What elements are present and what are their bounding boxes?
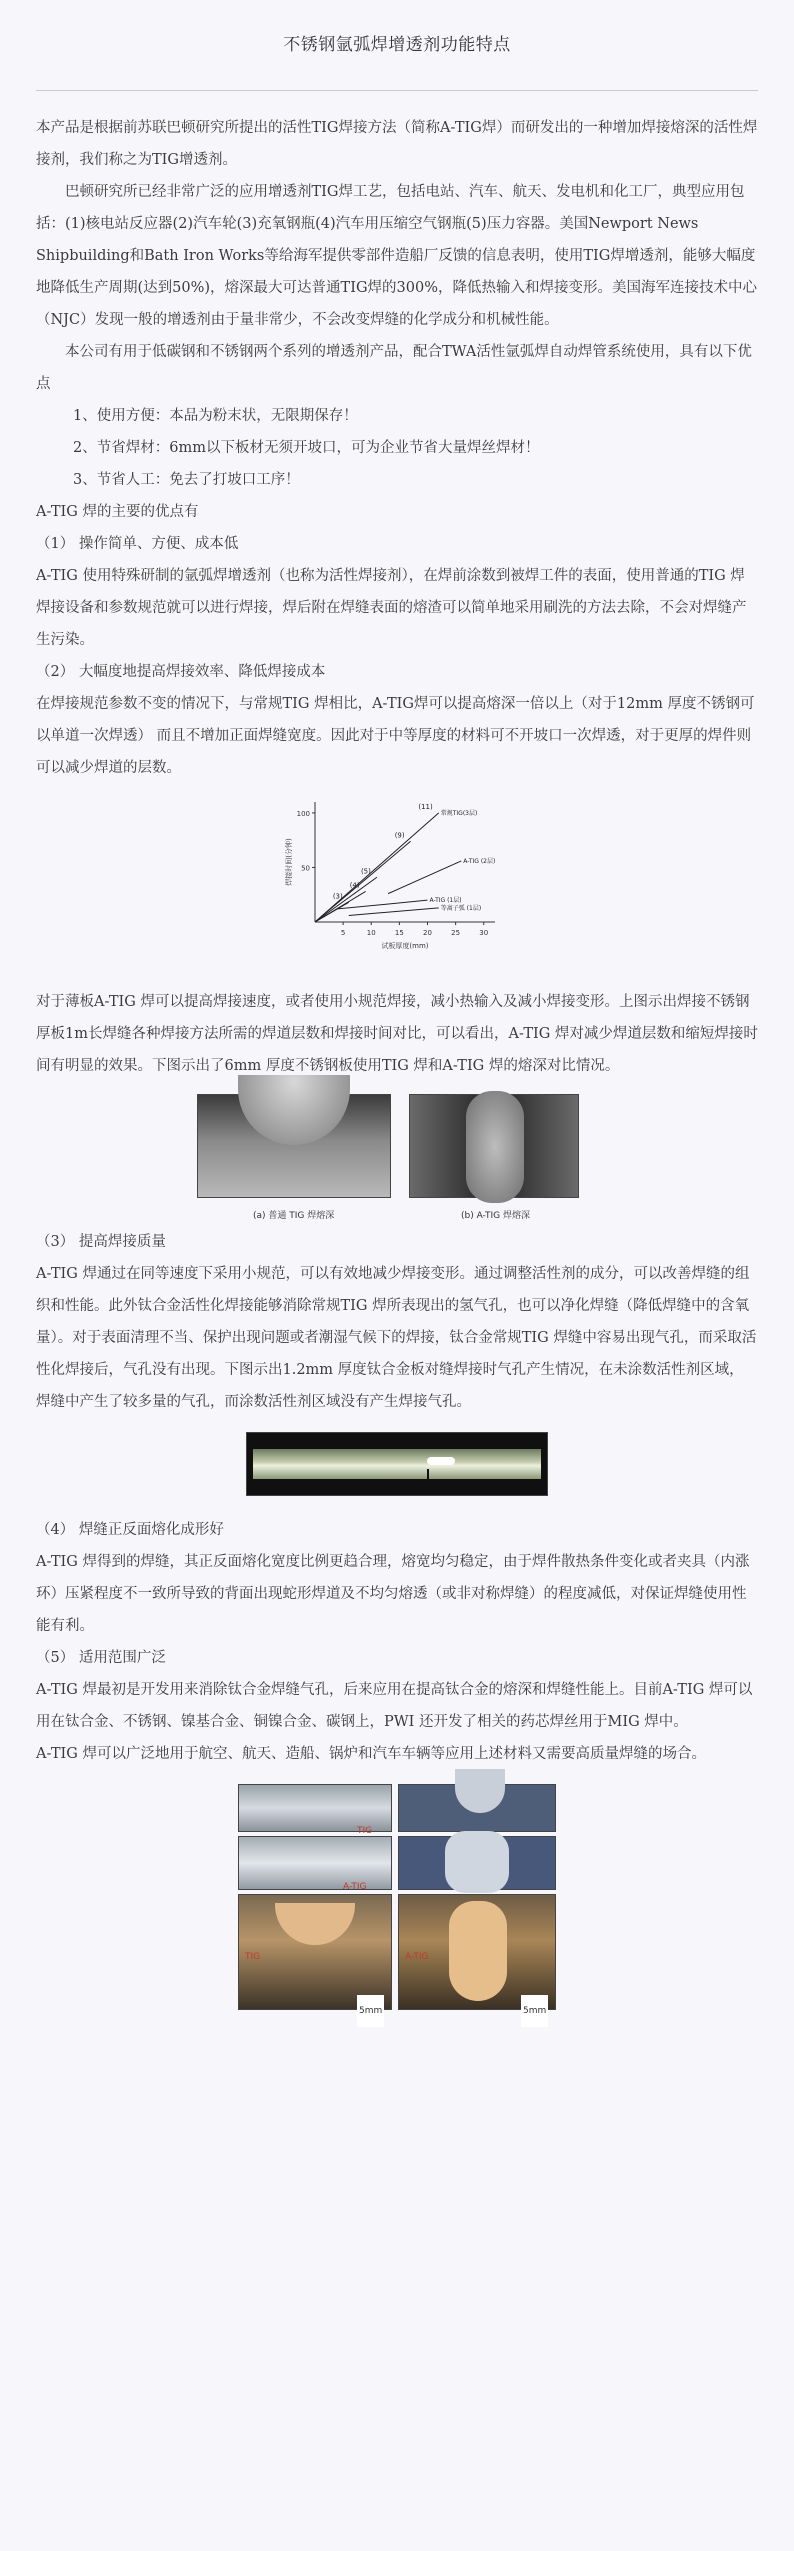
section-heading: （4） 焊缝正反面熔化成形好 — [36, 1522, 224, 1538]
x-axis-label: 试板厚度(mm) — [381, 942, 429, 950]
x-tick-label: 30 — [479, 929, 489, 937]
series-line — [315, 877, 377, 922]
section-text: 在焊接规范参数不变的情况下，与常规TIG 焊相比，A-TIG焊可以提高熔深一倍以上（对于12mm 厚度不锈钢可以单道一次焊透） 而且不增加正面焊缝宽度。因此对于中等厚度的材料可不开坡口一次焊透，对于更厚的焊件则可以减少焊道的层数。 — [36, 696, 755, 776]
intro-paragraph: 巴顿研究所已经非常广泛的应用增透剂TIG焊工艺，包括电站、汽车、航天、发电机和化工厂，典型应用包括：(1)核电站反应器(2)汽车轮(3)充氧钢瓶(4)汽车用压缩空气钢瓶(5)压力容器。美国Newport News Shipbuilding和Bath Iron Works等给海军提供零部件造船厂反馈的信息表明，使用TIG焊增透剂，能够大幅度地降低生产周期(达到50%)，熔深最大可达普通TIG焊的300%，降低热输入和焊接变形。美国海军连接技术中心（NJC）发现一般的增透剂由于量非常少，不会改变焊缝的化学成分和机械性能。 — [36, 184, 757, 328]
atig-macro-section: A-TIG 5mm — [398, 1894, 556, 2010]
series-line — [338, 900, 428, 909]
series-line — [315, 841, 411, 922]
section-heading: （3） 提高焊接质量 — [36, 1234, 166, 1250]
series-line — [315, 902, 349, 922]
series-tag: (3) — [332, 892, 343, 901]
advantage-item: 1、使用方便：本品为粉末状，无限期保存！ — [73, 408, 358, 424]
x-tick-label: 5 — [340, 929, 346, 937]
title-divider — [36, 90, 758, 91]
section-text: A-TIG 焊可以广泛地用于航空、航天、造船、锅炉和汽车车辆等应用上述材料又需要高质量焊缝的场合。 — [36, 1746, 706, 1762]
tig-macro-section: TIG 5mm — [238, 1894, 392, 2010]
series-label: 常规TIG(3层) — [440, 809, 478, 817]
advantage-item: 3、节省人工：免去了打坡口工序！ — [73, 472, 300, 488]
section-text: 对于薄板A-TIG 焊可以提高焊接速度，或者使用小规范焊接，减小热输入及减小焊接变形。上图示出焊接不锈钢厚板1m长焊缝各种焊接方法所需的焊道层数和焊接时间对比，可以看出，A-TIG 焊对减少焊道层数和缩短焊接时间有明显的效果。下图示出了6mm 厚度不锈钢板使用TIG 焊和A-TIG 焊的熔深对比情况。 — [36, 994, 758, 1074]
main-heading: A-TIG 焊的主要的优点有 — [36, 504, 199, 520]
y-tick-label: 50 — [301, 864, 310, 873]
x-tick-label: 10 — [366, 929, 376, 937]
y-axis-label: 焊接时间(分钟) — [285, 838, 293, 886]
tig-surface-photo: TIG — [238, 1784, 392, 1832]
y-tick-label: 100 — [296, 809, 310, 818]
chart-svg — [277, 792, 517, 972]
series-tag: (11) — [418, 802, 433, 811]
tig-macro-image — [197, 1094, 391, 1198]
section-text: A-TIG 焊最初是开发用来消除钛合金焊缝气孔，后来应用在提高钛合金的熔深和焊缝性能上。目前A-TIG 焊可以用在钛合金、不锈钢、镍基合金、铜镍合金、碳钢上，PWI 还开发了相关的药芯焊丝用于MIG 焊中。 — [36, 1682, 753, 1730]
welding-time-chart — [277, 792, 517, 972]
section-text: A-TIG 焊通过在同等速度下采用小规范，可以有效地减少焊接变形。通过调整活性剂的成分，可以改善焊缝的组织和性能。此外钛合金活性化焊接能够消除常规TIG 焊所表现出的氢气孔，也可以净化焊缝（降低焊缝中的含氧量）。对于表面清理不当、保护出现问题或者潮湿气候下的焊接，钛合金常规TIG 焊缝中容易出现气孔，而采取活性化焊接后，气孔没有出现。下图示出1.2mm 厚度钛合金板对缝焊接时气孔产生情况，在未涂数活性剂区域，焊缝中产生了较多量的气孔，而涂数活性剂区域没有产生焊接气孔。 — [36, 1266, 757, 1410]
section-heading: （5） 适用范围广泛 — [36, 1650, 166, 1666]
atig-macro-image — [409, 1094, 579, 1198]
article-body — [36, 112, 758, 2024]
x-tick-label: 20 — [423, 929, 432, 937]
series-label: A-TIG (1层) — [429, 897, 462, 905]
advantage-item: 2、节省焊材：6mm以下板材无须开坡口，可为企业节省大量焊丝焊材！ — [73, 440, 540, 456]
tig-section-photo — [398, 1784, 556, 1832]
series-line — [315, 813, 439, 922]
weld-sample-photo-grid — [238, 1784, 556, 2016]
page-title: 不锈钢氩弧焊增透剂功能特点 — [283, 35, 511, 55]
atig-section-photo — [398, 1836, 556, 1890]
intro-paragraph: 本公司有用于低碳钢和不锈钢两个系列的增透剂产品，配合TWA活性氩弧焊自动焊管系统使用，具有以下优点 — [36, 344, 752, 392]
series-line — [388, 861, 461, 894]
series-label: 等离子弧 (1层) — [440, 904, 482, 912]
x-tick-label: 25 — [451, 929, 461, 937]
section-text: A-TIG 使用特殊研制的氩弧焊增透剂（也称为活性焊接剂），在焊前涂数到被焊工件的表面，使用普通的TIG 焊焊接设备和参数规范就可以进行焊接，焊后附在焊缝表面的熔渣可以简单地采用刷洗的方法去除，不会对焊缝产生污染。 — [36, 568, 747, 648]
section-heading: （1） 操作简单、方便、成本低 — [36, 536, 239, 552]
series-tag: (5) — [360, 867, 371, 876]
figure-caption: (b) A-TIG 焊熔深 — [461, 1211, 530, 1221]
penetration-comparison-figure — [197, 1094, 597, 1221]
series-tag: (4) — [349, 881, 360, 890]
atig-surface-photo: A-TIG — [238, 1836, 392, 1890]
figure-caption: (a) 普通 TIG 焊熔深 — [253, 1211, 335, 1221]
x-tick-label: 15 — [394, 929, 404, 937]
series-tag: (9) — [394, 831, 405, 840]
series-line — [349, 908, 439, 916]
titanium-seam-image — [246, 1432, 548, 1496]
section-heading: （2） 大幅度地提高焊接效率、降低焊接成本 — [36, 664, 326, 680]
intro-paragraph: 本产品是根据前苏联巴顿研究所提出的活性TIG焊接方法（简称A-TIG焊）而研发出的一种增加焊接熔深的活性焊接剂，我们称之为TIG增透剂。 — [36, 120, 758, 168]
section-text: A-TIG 焊得到的焊缝，其正反面熔化宽度比例更趋合理，熔宽均匀稳定，由于焊件散热条件变化或者夹具（内涨环）压紧程度不一致所导致的背面出现蛇形焊道及不均匀熔透（或非对称焊缝）的程度减低，对保证焊缝使用性能有利。 — [36, 1554, 750, 1634]
series-label: A-TIG (2层) — [463, 857, 496, 865]
